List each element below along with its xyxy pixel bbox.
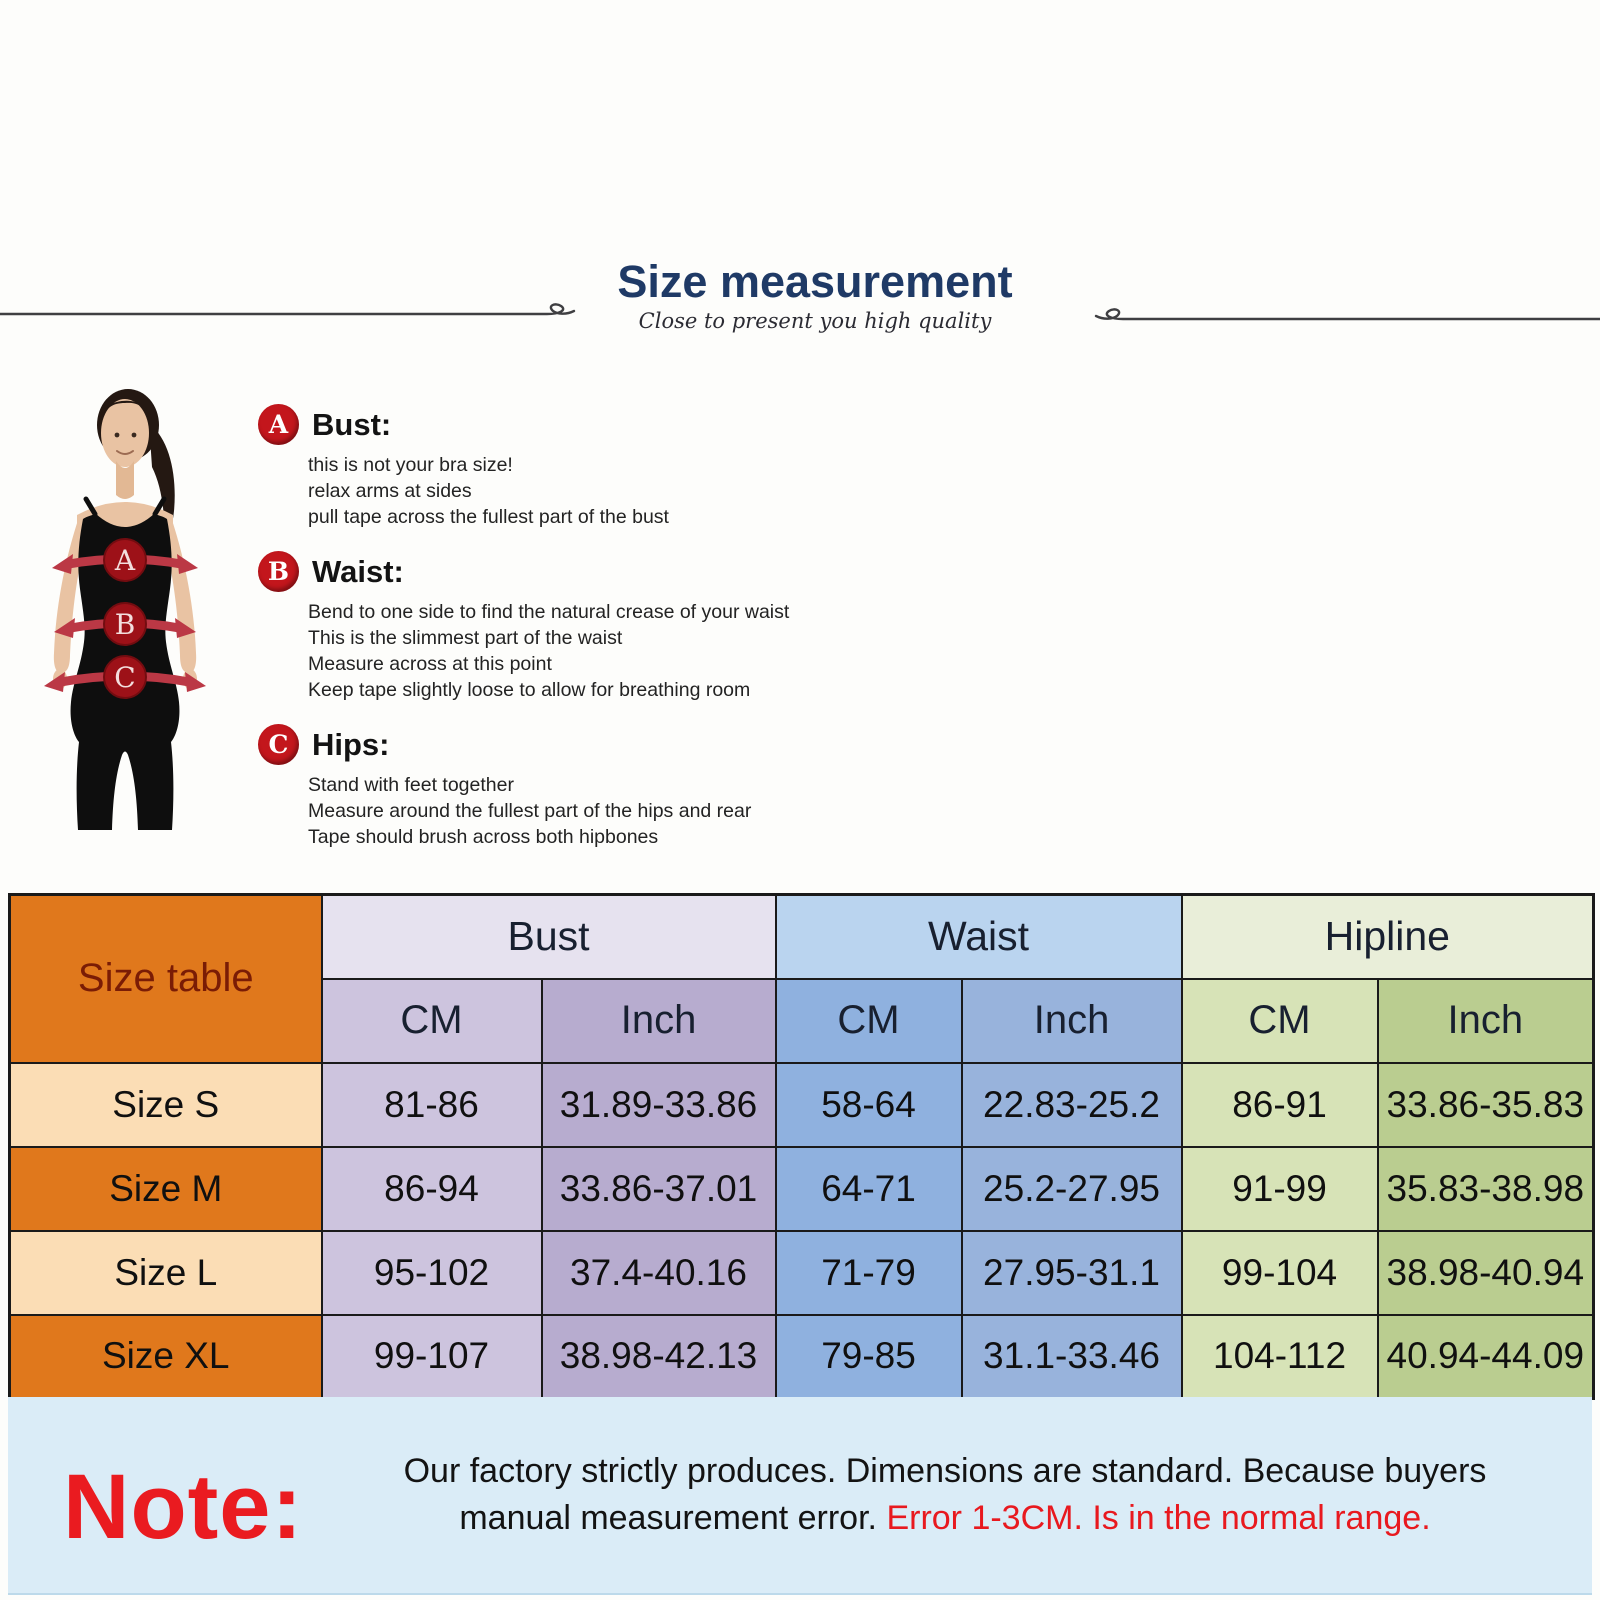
cell-waist-cm: 64-71 bbox=[776, 1147, 962, 1231]
waist-marker bbox=[54, 603, 196, 645]
guide-line: Keep tape slightly loose to allow for breathing room bbox=[308, 679, 751, 701]
size-table-corner-cell: Size table bbox=[10, 895, 322, 1063]
size-table bbox=[8, 893, 1595, 1400]
cell-bust-inch: 38.98-42.13 bbox=[542, 1315, 776, 1399]
table-row-size-s bbox=[10, 1063, 1594, 1147]
measurement-instructions bbox=[258, 404, 858, 871]
waist-instructions bbox=[258, 551, 858, 702]
bust-cm-header: CM bbox=[322, 979, 542, 1063]
waist-column-header: Waist bbox=[776, 895, 1182, 979]
cell-hip-cm: 86-91 bbox=[1182, 1063, 1378, 1147]
guide-line: pull tape across the fullest part of the bust bbox=[308, 506, 669, 528]
divider-line-left bbox=[0, 299, 588, 325]
waist-cm-header: CM bbox=[776, 979, 962, 1063]
bust-inch-header: Inch bbox=[542, 979, 776, 1063]
cell-bust-cm: 81-86 bbox=[322, 1063, 542, 1147]
bust-instructions bbox=[258, 404, 858, 529]
guide-line: Measure across at this point bbox=[308, 653, 552, 675]
table-row-size-m bbox=[10, 1147, 1594, 1231]
note-line-2 bbox=[323, 1495, 1567, 1542]
face bbox=[101, 399, 149, 467]
waist-heading: Waist: bbox=[312, 553, 404, 589]
marker-letter-b: B bbox=[114, 608, 136, 641]
cell-waist-inch: 27.95-31.1 bbox=[962, 1231, 1182, 1315]
cell-hip-inch: 35.83-38.98 bbox=[1378, 1147, 1594, 1231]
cell-waist-cm: 58-64 bbox=[776, 1063, 962, 1147]
table-row-size-xl bbox=[10, 1315, 1594, 1399]
cell-waist-cm: 79-85 bbox=[776, 1315, 962, 1399]
note-line-2-red: Error 1-3CM. Is in the normal range. bbox=[886, 1499, 1431, 1537]
guide-line: Bend to one side to find the natural crease of your waist bbox=[308, 601, 790, 623]
row-label: Size XL bbox=[10, 1315, 322, 1399]
hips-heading: Hips: bbox=[312, 726, 390, 762]
row-label: Size L bbox=[10, 1231, 322, 1315]
cell-hip-cm: 104-112 bbox=[1182, 1315, 1378, 1399]
divider-line-right bbox=[1082, 304, 1600, 330]
hipline-inch-header: Inch bbox=[1378, 979, 1594, 1063]
hipline-column-header: Hipline bbox=[1182, 895, 1594, 979]
waist-badge: B bbox=[258, 551, 299, 592]
measurement-model-figure bbox=[25, 383, 245, 830]
guide-line: Stand with feet together bbox=[308, 774, 514, 796]
guide-line: Tape should brush across both hipbones bbox=[308, 826, 659, 848]
cell-hip-inch: 33.86-35.83 bbox=[1378, 1063, 1594, 1147]
note-line-2-black: manual measurement error. bbox=[459, 1499, 887, 1537]
page-title: Size measurement bbox=[617, 256, 1013, 307]
guide-line: This is the slimmest part of the waist bbox=[308, 627, 623, 649]
cell-bust-cm: 95-102 bbox=[322, 1231, 542, 1315]
cell-waist-inch: 31.1-33.46 bbox=[962, 1315, 1182, 1399]
cell-hip-cm: 99-104 bbox=[1182, 1231, 1378, 1315]
marker-letter-c: C bbox=[114, 661, 136, 694]
cell-hip-inch: 40.94-44.09 bbox=[1378, 1315, 1594, 1399]
cell-bust-cm: 86-94 bbox=[322, 1147, 542, 1231]
cell-waist-inch: 25.2-27.95 bbox=[962, 1147, 1182, 1231]
bust-badge: A bbox=[258, 404, 299, 445]
row-label: Size S bbox=[10, 1063, 322, 1147]
cell-bust-inch: 33.86-37.01 bbox=[542, 1147, 776, 1231]
hips-badge: C bbox=[258, 724, 299, 765]
note-line-1: Our factory strictly produces. Dimensions are standard. Because buyers bbox=[403, 1452, 1487, 1490]
header bbox=[617, 256, 1012, 333]
guide-line: relax arms at sides bbox=[308, 480, 472, 502]
note-banner bbox=[8, 1397, 1592, 1595]
cell-bust-inch: 37.4-40.16 bbox=[542, 1231, 776, 1315]
note-label: Note: bbox=[63, 1456, 304, 1558]
cell-bust-cm: 99-107 bbox=[322, 1315, 542, 1399]
cell-hip-cm: 91-99 bbox=[1182, 1147, 1378, 1231]
bust-heading: Bust: bbox=[312, 406, 392, 442]
table-row-size-l bbox=[10, 1231, 1594, 1315]
cell-hip-inch: 38.98-40.94 bbox=[1378, 1231, 1594, 1315]
guide-line: this is not your bra size! bbox=[308, 454, 513, 476]
page-subtitle: Close to present you high quality bbox=[638, 309, 992, 333]
marker-letter-a: A bbox=[114, 544, 136, 577]
leggings bbox=[77, 742, 174, 830]
cell-bust-inch: 31.89-33.86 bbox=[542, 1063, 776, 1147]
guide-line: Measure around the fullest part of the hips and rear bbox=[308, 800, 752, 822]
table-group-header-row bbox=[10, 895, 1594, 979]
row-label: Size M bbox=[10, 1147, 322, 1231]
note-text bbox=[323, 1448, 1567, 1542]
waist-inch-header: Inch bbox=[962, 979, 1182, 1063]
bust-column-header: Bust bbox=[322, 895, 776, 979]
cell-waist-cm: 71-79 bbox=[776, 1231, 962, 1315]
cell-waist-inch: 22.83-25.2 bbox=[962, 1063, 1182, 1147]
hipline-cm-header: CM bbox=[1182, 979, 1378, 1063]
hips-instructions bbox=[258, 724, 858, 849]
